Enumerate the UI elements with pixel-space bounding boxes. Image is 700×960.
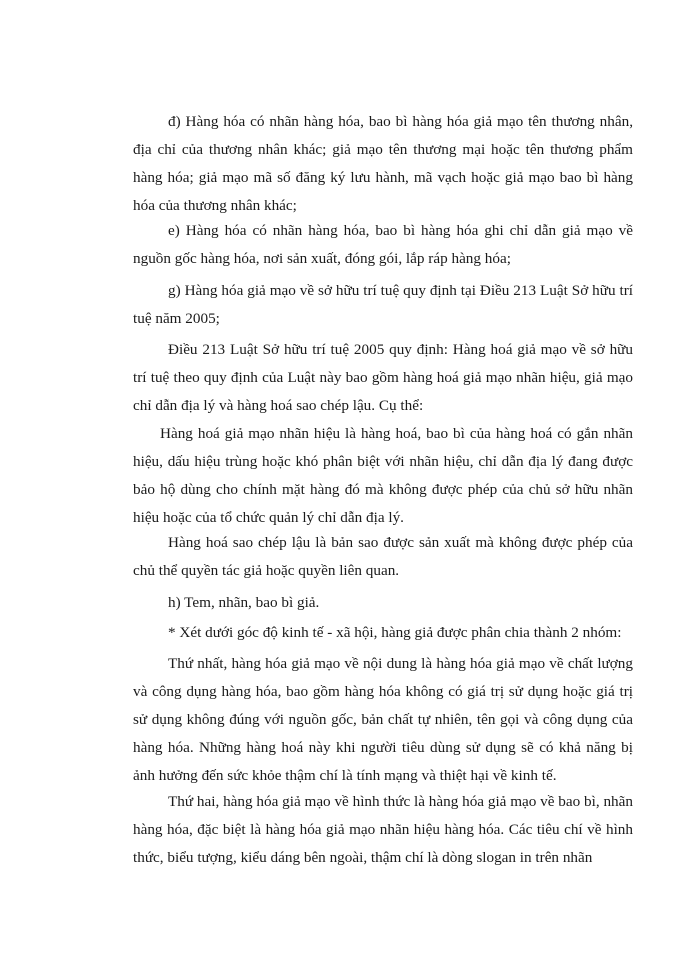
paragraph-e: e) Hàng hóa có nhãn hàng hóa, bao bì hàng hóa ghi chỉ dẫn giả mạo về nguồn gốc hàng hóa, nơi sản xuất, đóng gói, lắp ráp hàng hóa;: [133, 222, 633, 267]
paragraph-counterfeit-trademark: Hàng hoá giả mạo nhãn hiệu là hàng hoá, bao bì của hàng hoá có gắn nhãn hiệu, dấu hiệu trùng hoặc khó phân biệt với nhãn hiệu, chỉ dẫn địa lý đang được bảo hộ dùng cho chính mặt hàng đó mà không được phép của chủ sở hữu nhãn hiệu hoặc của tổ chức quản lý chỉ dẫn địa lý.: [133, 425, 633, 526]
paragraph-g: g) Hàng hóa giả mạo về sở hữu trí tuệ quy định tại Điều 213 Luật Sở hữu trí tuệ năm 2005;: [133, 282, 633, 327]
paragraph-first-group: Thứ nhất, hàng hóa giả mạo về nội dung là hàng hóa giả mạo về chất lượng và công dụng hàng hóa, bao gồm hàng hóa không có giá trị sử dụng hoặc giá trị sử dụng không đúng với nguồn gốc, bản chất tự nhiên, tên gọi và công dụng của hàng hóa. Những hàng hoá này khi người tiêu dùng sử dụng sẽ có khả năng bị ảnh hưởng đến sức khỏe thậm chí là tính mạng và thiệt hại về kinh tế.: [133, 655, 633, 784]
paragraph-socioeconomic: * Xét dưới góc độ kinh tế - xã hội, hàng giả được phân chia thành 2 nhóm:: [168, 624, 622, 641]
paragraph-second-group: Thứ hai, hàng hóa giả mạo về hình thức là hàng hóa giả mạo về bao bì, nhãn hàng hóa, đặc biệt là hàng hóa giả mạo nhãn hiệu hàng hóa. Các tiêu chí về hình thức, biểu tượng, kiểu dáng bên ngoài, thậm chí là dòng slogan in trên nhãn: [133, 793, 633, 866]
paragraph-h: h) Tem, nhãn, bao bì giả.: [168, 594, 320, 611]
paragraph-pirated-goods: Hàng hoá sao chép lậu là bản sao được sản xuất mà không được phép của chủ thể quyền tác giả hoặc quyền liên quan.: [133, 534, 633, 579]
paragraph-article-213: Điều 213 Luật Sở hữu trí tuệ 2005 quy định: Hàng hoá giả mạo về sở hữu trí tuệ theo quy định của Luật này bao gồm hàng hoá giả mạo nhãn hiệu, giả mạo chỉ dẫn địa lý và hàng hoá sao chép lậu. Cụ thể:: [133, 341, 633, 414]
paragraph-d: đ) Hàng hóa có nhãn hàng hóa, bao bì hàng hóa giả mạo tên thương nhân, địa chỉ của thương nhân khác; giả mạo tên thương mại hoặc tên thương phẩm hàng hóa; giả mạo mã số đăng ký lưu hành, mã vạch hoặc giả mạo bao bì hàng hóa của thương nhân khác;: [133, 113, 633, 214]
